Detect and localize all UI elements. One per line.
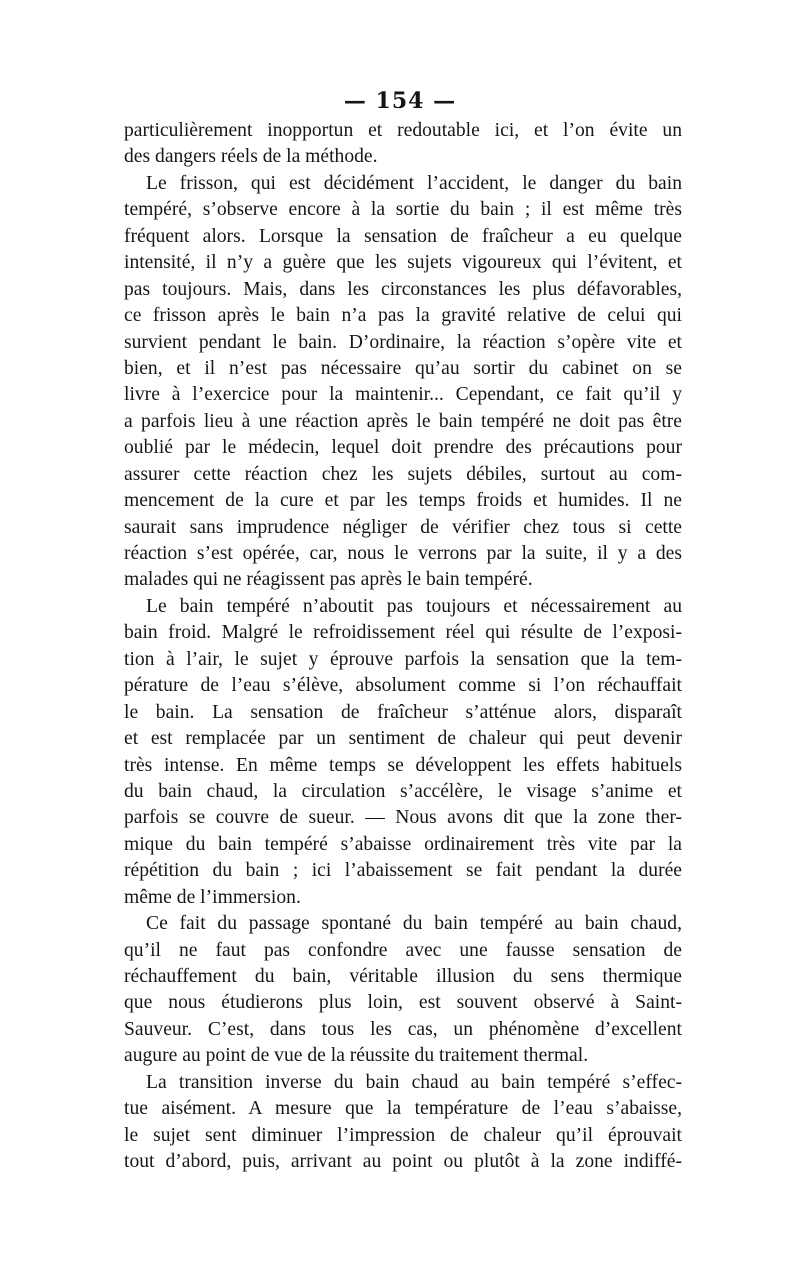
text-line: assurer cette réaction chez les sujets débiles, surtout au com- <box>124 463 682 485</box>
text-line: réchauffement du bain, véritable illusion du sens thermique <box>124 966 682 987</box>
text-line: intensité, il n’y a guère que les sujets vigoureux qui l’évitent, et <box>124 252 682 274</box>
text-line: très intense. En même temps se développent les effets habituels <box>124 754 682 776</box>
text-line: le sujet sent diminuer l’impression de chaleur qu’il éprouvait <box>124 1124 682 1146</box>
text-line: réaction s’est opérée, car, nous le verrons par la suite, il y a des <box>124 543 682 564</box>
text-line: Le frisson, qui est décidément l’accident, le danger du bain <box>146 172 682 194</box>
text-line: bain froid. Malgré le refroidissement réel qui résulte de l’exposi- <box>124 622 682 644</box>
text-line: Sauveur. C’est, dans tous les cas, un phénomène d’excellent <box>124 1018 682 1040</box>
text-line: livre à l’exercice pour la maintenir... Cependant, ce fait qu’il y <box>124 384 682 406</box>
text-line: répétition du bain ; ici l’abaissement se fait pendant la durée <box>124 860 682 882</box>
page-number-header: — 154 — <box>343 88 457 114</box>
text-line: des dangers réels de la méthode. <box>124 146 378 168</box>
text-line: le bain. La sensation de fraîcheur s’atténue alors, disparaît <box>124 701 682 723</box>
text-line: pas toujours. Mais, dans les circonstances les plus défavorables, <box>124 278 682 300</box>
text-line: a parfois lieu à une réaction après le bain tempéré ne doit pas être <box>124 410 682 432</box>
text-line: tue aisément. A mesure que la température de l’eau s’abaisse, <box>124 1098 682 1120</box>
text-line: tempéré, s’observe encore à la sortie du bain ; il est même très <box>124 199 682 221</box>
body-text <box>124 118 682 1176</box>
text-line: Le bain tempéré n’aboutit pas toujours et nécessairement au <box>146 595 682 617</box>
text-line: qu’il ne faut pas confondre avec une fausse sensation de <box>124 939 682 961</box>
text-line: fréquent alors. Lorsque la sensation de fraîcheur a eu quelque <box>124 225 682 247</box>
text-line: malades qui ne réagissent pas après le bain tempéré. <box>124 569 533 591</box>
text-line: mique du bain tempéré s’abaisse ordinairement très vite par la <box>124 833 682 855</box>
text-line: tout d’abord, puis, arrivant au point ou plutôt à la zone indiffé- <box>124 1151 682 1173</box>
text-line: Ce fait du passage spontané du bain tempéré au bain chaud, <box>146 913 682 935</box>
text-line: survient pendant le bain. D’ordinaire, la réaction s’opère vite et <box>124 331 682 353</box>
text-line: du bain chaud, la circulation s’accélère, le visage s’anime et <box>124 780 682 802</box>
text-line: que nous étudierons plus loin, est souvent observé à Saint- <box>124 992 682 1014</box>
text-line: bien, et il n’est pas nécessaire qu’au sortir du cabinet on se <box>124 357 682 379</box>
text-line: particulièrement inopportun et redoutable ici, et l’on évite un <box>124 120 682 141</box>
text-line: augure au point de vue de la réussite du traitement thermal. <box>124 1045 589 1067</box>
text-line: tion à l’air, le sujet y éprouve parfois la sensation que la tem- <box>124 648 682 670</box>
text-line: même de l’immersion. <box>124 886 301 908</box>
text-line: ce frisson après le bain n’a pas la gravité relative de celui qui <box>124 305 682 327</box>
text-line: et est remplacée par un sentiment de chaleur qui peut devenir <box>124 728 682 750</box>
text-line: mencement de la cure et par les temps froids et humides. Il ne <box>124 490 682 512</box>
text-line: La transition inverse du bain chaud au bain tempéré s’effec- <box>146 1071 682 1093</box>
text-line: pérature de l’eau s’élève, absolument comme si l’on réchauffait <box>124 675 682 697</box>
text-line: oublié par le médecin, lequel doit prendre des précautions pour <box>124 437 682 459</box>
text-line: saurait sans imprudence négliger de vérifier chez tous si cette <box>124 516 682 538</box>
text-line: parfois se couvre de sueur. — Nous avons dit que la zone ther- <box>124 807 682 829</box>
